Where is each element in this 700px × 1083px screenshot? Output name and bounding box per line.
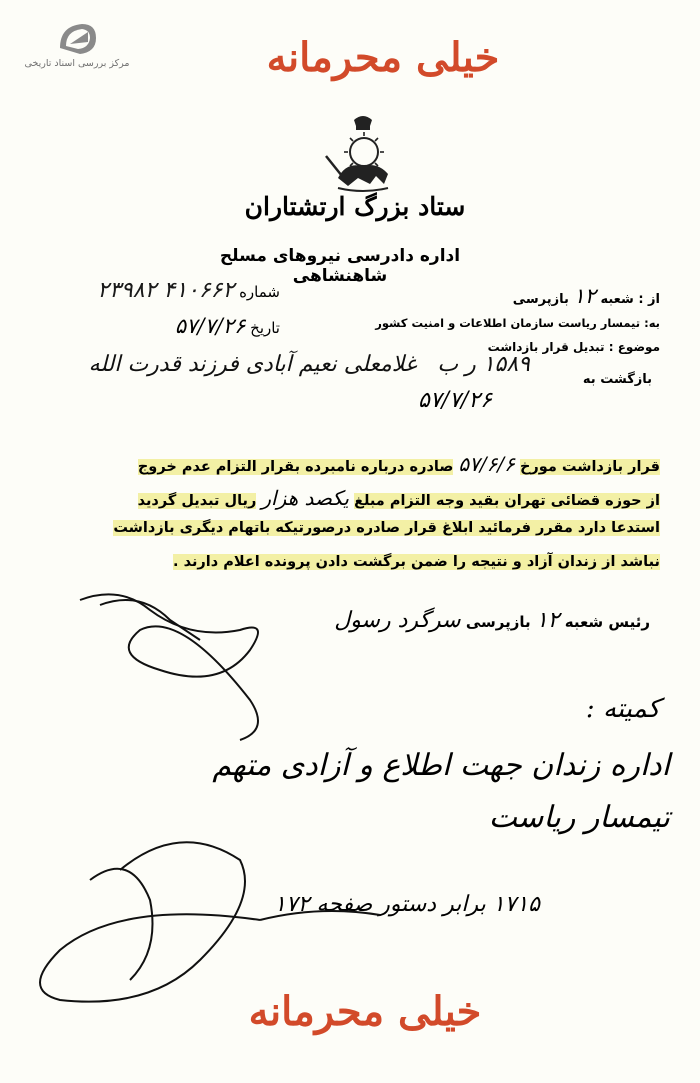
signature-branch-number: ۱۲ [535, 608, 560, 633]
bottom-signature-loop-2 [90, 869, 153, 980]
body-line-3 [60, 520, 660, 536]
subject-text: تبدیل قرار بازداشت [487, 340, 605, 354]
classification-stamp-bottom: خیلی محرمانه [248, 988, 482, 1035]
signer-name: سرگرد رسول [334, 608, 461, 633]
reference-number-value: ۴۱۰۶۶۲ ۲۳۹۸۲ [97, 278, 235, 303]
classification-stamp-top: خیلی محرمانه [266, 34, 500, 81]
from-text: شعبه [600, 292, 634, 307]
body-line-1 [60, 452, 660, 476]
body-line-2-b: ریال تبدیل گردید [137, 493, 257, 509]
chief-signature-loop [100, 600, 200, 640]
detainee-name: غلامعلی نعیم آبادی فرزند قدرت الله [88, 352, 417, 377]
body-line-2-amount: یکصد هزار [261, 486, 349, 510]
signature-suffix: بازپرسی [465, 613, 531, 631]
to-label: به: [644, 316, 660, 330]
to-line [300, 316, 660, 330]
handwritten-note-3: تیمسار ریاست [488, 800, 670, 835]
detainee-date: ۵۷/۷/۲۶ [418, 388, 492, 413]
body-line-1-date: ۵۷/۶/۶ [458, 452, 515, 476]
archive-logo-icon [52, 18, 100, 58]
archive-watermark-text: مرکز بررسی اسناد تاریخی [24, 58, 130, 69]
reference-number-label: شماره [239, 283, 280, 301]
body-line-1-b: صادره درباره نامبرده بقرار التزام عدم خروج [137, 459, 454, 475]
body-line-2-a: از حوزه قضائی تهران بقید وجه التزام مبلغ [354, 493, 660, 509]
subject-label: موضوع : [608, 340, 660, 354]
department-name: اداره دادرسی نیروهای مسلح شاهنشاهی [219, 246, 461, 286]
reference-date-label: تاریخ [250, 319, 280, 337]
lion-and-sun-emblem-icon [318, 112, 408, 194]
reference-date-value: ۵۷/۷/۲۶ [174, 314, 246, 338]
letterhead-title: ستاد بزرگ ارتشتاران [244, 192, 466, 221]
reference-date-line [44, 314, 280, 338]
handwritten-note-2: اداره زندان جهت اطلاع و آزادی متهم [212, 748, 670, 783]
from-number: ۱۲ [573, 284, 596, 308]
from-line [300, 284, 660, 308]
body-line-4 [60, 554, 660, 570]
body-line-3-text: استدعا دارد مقرر فرمائید ابلاغ قرار صادره درصورتیکه باتهام دیگری بازداشت [113, 520, 660, 536]
from-label: از : [638, 292, 660, 307]
body-line-4-text: نباشد از زندان آزاد و نتیجه را ضمن برگشت دادن پرونده اعلام دارند . [173, 554, 660, 570]
signature-block [250, 608, 650, 633]
handwritten-note-1: کمیته : [585, 694, 660, 724]
bottom-signature-loop-1 [40, 842, 260, 1001]
detainee-handwritten-line [30, 352, 530, 377]
to-text: تیمسار ریاست سازمان اطلاعات و امنیت کشور [375, 316, 641, 330]
detainee-label: بازگشت به [582, 372, 652, 387]
detainee-ref: ۱۵۸۹ ر ب [437, 352, 530, 377]
chief-signature-stroke [80, 594, 258, 740]
reference-number-line [20, 278, 280, 303]
signature-title: رئیس شعبه [564, 613, 650, 631]
body-line-1-a: قرار بازداشت مورخ [519, 459, 660, 475]
handwritten-note-4: ۱۷۱۵ برابر دستور صفحه ۱۷۲ [274, 892, 540, 917]
from-suffix: بازپرسی [512, 292, 569, 307]
body-line-2 [60, 486, 660, 510]
